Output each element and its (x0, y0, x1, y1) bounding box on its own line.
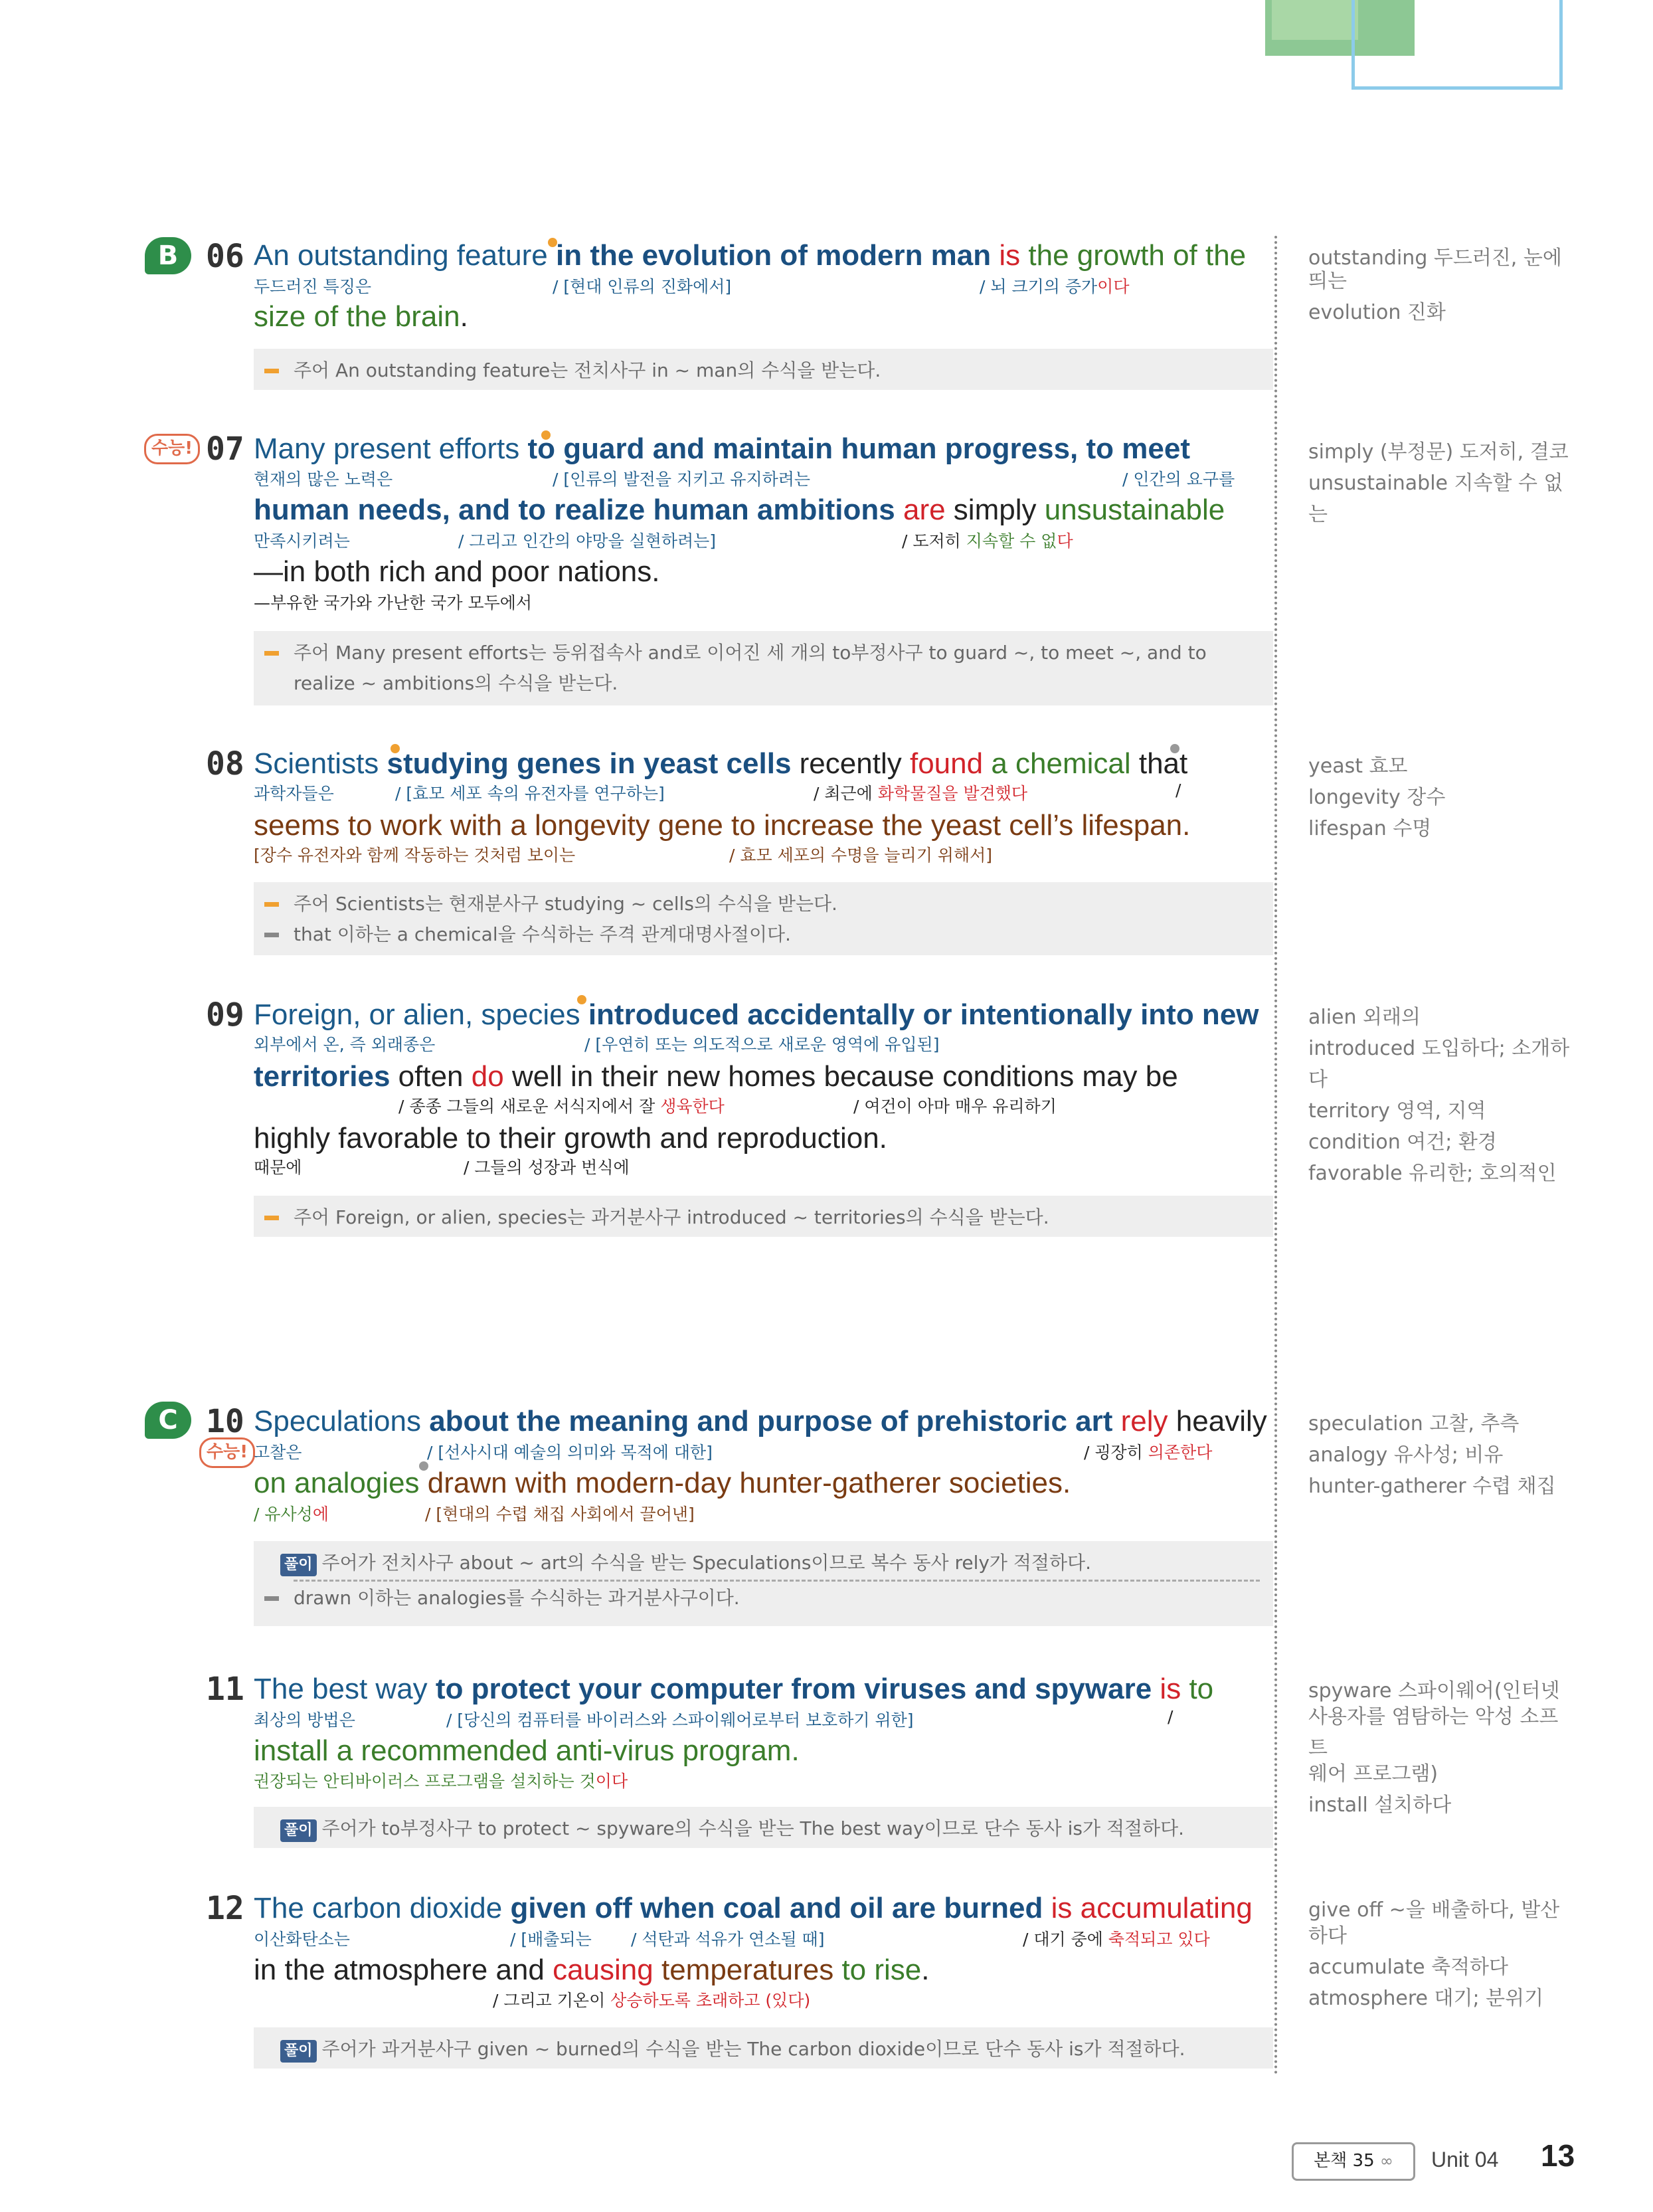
sentence-line: territories often do well in their new homes because conditions may be (254, 1060, 1178, 1093)
grammar-note: 풀이 주어가 to부정사구 to protect ~ spyware의 수식을 받는 The best way이므로 단수 동사 is가 적절하다. (254, 1807, 1273, 1848)
item-number: 08 (206, 745, 244, 783)
translation: / 그들의 성장과 번식에 (464, 1158, 630, 1177)
translation: / (1175, 781, 1181, 800)
grammar-note: 주어 Many present efforts는 등위접속사 and로 이어진 세 개의 to부정사구 to guard ~, to meet ~, and to realize ~ ambitions의 수식을 받는다. (254, 631, 1273, 705)
translation: / 종종 그들의 새로운 서식지에서 잘 생육한다 (398, 1097, 725, 1116)
item-number: 07 (206, 430, 244, 468)
sentence-line: size of the brain. (254, 300, 468, 333)
sentence-line: Many present efforts to guard and maintain human progress, to meet (254, 432, 1190, 465)
vocab-list: alien 외래의 introduced 도입하다; 소개하다 territory 영역, 지역 condition 여건; 환경 favorable 유리한; 호의적인 (1308, 1006, 1570, 1185)
sentence-line: The best way to protect your computer from viruses and spyware is to (254, 1673, 1214, 1705)
vocab-list: simply (부정문) 도저히, 결코 unsustainable 지속할 수 없는 (1308, 440, 1569, 526)
translation: 이산화탄소는 (254, 1930, 350, 1949)
translation: / 뇌 크기의 증가이다 (980, 277, 1130, 296)
grammar-note: 주어 Scientists는 현재분사구 studying ~ cells의 수식을 받는다. that 이하는 a chemical을 수식하는 주격 관계대명사절이다. (254, 882, 1273, 955)
translation: 만족시키려는 (254, 531, 350, 551)
grammar-note: 풀이 주어가 전치사구 about ~ art의 수식을 받는 Speculations이므로 복수 동사 rely가 적절하다. drawn 이하는 analogies를 수식하는 과거분사구이다. (254, 1541, 1273, 1626)
vocab-list: outstanding 두드러진, 눈에 띄는 evolution 진화 (1308, 246, 1562, 324)
grammar-note: 풀이 주어가 과거분사구 given ~ burned의 수식을 받는 The carbon dioxide이므로 단수 동사 is가 적절하다. (254, 2027, 1273, 2069)
sentence-line: install a recommended anti-virus program. (254, 1734, 800, 1767)
item-number: 09 (206, 996, 244, 1034)
grammar-note: 주어 An outstanding feature는 전치사구 in ~ man의 수식을 받는다. (254, 349, 1273, 390)
section-c-badge: C (145, 1402, 191, 1439)
translation: / [우연히 또는 의도적으로 새로운 영역에 유입된] (584, 1035, 940, 1054)
grammar-note: 주어 Foreign, or alien, species는 과거분사구 introduced ~ territories의 수식을 받는다. (254, 1196, 1273, 1237)
sentence-line: Foreign, or alien, species introduced accidentally or intentionally into new (254, 998, 1259, 1031)
sentence-line: —in both rich and poor nations. (254, 555, 660, 588)
translation: / [현대의 수렵 채집 사회에서 끌어낸] (425, 1505, 695, 1524)
translation: / [배출되는 (510, 1930, 592, 1949)
translation: 고찰은 (254, 1443, 302, 1462)
translation: / 석탄과 석유가 연소될 때] (631, 1930, 825, 1949)
vocab-list: yeast 효모 longevity 장수 lifespan 수명 (1308, 755, 1446, 840)
translation: 최상의 방법은 (254, 1710, 355, 1730)
sentence-line: human needs, and to realize human ambitions are simply unsustainable (254, 494, 1225, 526)
translation: 두드러진 특징은 (254, 277, 371, 296)
sentence-line: in the atmosphere and causing temperatures to rise. (254, 1954, 930, 1986)
translation: —부유한 국가와 가난한 국가 모두에서 (254, 593, 533, 612)
page-number: 13 (1541, 2138, 1575, 2173)
sentence-line: Scientists studying genes in yeast cells recently found a chemical that (254, 747, 1188, 780)
section-b-badge: B (145, 237, 191, 274)
item-number: 10 (206, 1403, 244, 1440)
translation: / 여건이 아마 매우 유리하기 (853, 1097, 1057, 1116)
suneung-badge: 수능! (199, 1437, 255, 1468)
translation: [장수 유전자와 함께 작동하는 것처럼 보이는 (254, 846, 576, 865)
book-reference: 본책 35 ∞ (1292, 2142, 1415, 2181)
unit-label: Unit 04 (1431, 2148, 1499, 2171)
translation: / [현대 인류의 진화에서] (553, 277, 732, 296)
corner-decoration (1272, 0, 1358, 40)
item-number: 06 (206, 238, 244, 275)
sentence-line: highly favorable to their growth and reproduction. (254, 1122, 887, 1154)
vocab-list: give off ~을 배출하다, 발산 하다 accumulate 축적하다 atmosphere 대기; 분위기 (1308, 1898, 1560, 2010)
translation: / 도저히 지속할 수 없다 (902, 531, 1073, 551)
sentence-line: on analogies drawn with modern-day hunter-gatherer societies. (254, 1467, 1071, 1499)
sentence-line: The carbon dioxide given off when coal and oil are burned is accumulating (254, 1892, 1253, 1924)
translation: / 그리고 기온이 상승하도록 초래하고 (있다) (493, 1991, 811, 2010)
suneung-badge: 수능! (144, 434, 200, 464)
item-number: 11 (206, 1671, 244, 1708)
translation: 권장되는 안티바이러스 프로그램을 설치하는 것이다 (254, 1772, 628, 1791)
translation: / (1168, 1707, 1174, 1726)
translation: / 그리고 인간의 야망을 실현하려는] (458, 531, 717, 551)
column-divider (1274, 236, 1277, 2076)
translation: / 효모 세포의 수명을 늘리기 위해서] (729, 846, 993, 865)
translation: 과학자들은 (254, 784, 334, 803)
translation: / [선사시대 예술의 의미와 목적에 대한] (427, 1443, 713, 1462)
translation: / 인간의 요구를 (1122, 470, 1235, 489)
sentence-line: seems to work with a longevity gene to increase the yeast cell’s lifespan. (254, 809, 1191, 842)
translation: / 대기 중에 축적되고 있다 (1023, 1930, 1210, 1949)
sentence-line: Speculations about the meaning and purpose of prehistoric art rely heavily (254, 1405, 1267, 1437)
vocab-list: spyware 스파이웨어(인터넷 사용자를 염탐하는 악성 소프트 웨어 프로그램) install 설치하다 (1308, 1679, 1560, 1817)
translation: / [효모 세포 속의 유전자를 연구하는] (395, 784, 665, 803)
translation: / 굉장히 의존한다 (1084, 1443, 1213, 1462)
link-icon: ∞ (1379, 2152, 1393, 2170)
translation: 현재의 많은 노력은 (254, 470, 393, 489)
translation: / [당신의 컴퓨터를 바이러스와 스파이웨어로부터 보호하기 위한] (446, 1710, 914, 1730)
translation: / [인류의 발전을 지키고 유지하려는 (553, 470, 811, 489)
vocab-list: speculation 고찰, 추측 analogy 유사성; 비유 hunter-gatherer 수렵 채집 (1308, 1412, 1556, 1498)
sentence-line: An outstanding feature in the evolution of modern man is the growth of the (254, 239, 1247, 272)
translation: / 유사성에 (254, 1505, 329, 1524)
corner-frame-decoration (1351, 0, 1563, 90)
translation: 때문에 (254, 1158, 302, 1177)
item-number: 12 (206, 1890, 244, 1927)
translation: 외부에서 온, 즉 외래종은 (254, 1035, 436, 1054)
translation: / 최근에 화학물질을 발견했다 (814, 784, 1028, 803)
